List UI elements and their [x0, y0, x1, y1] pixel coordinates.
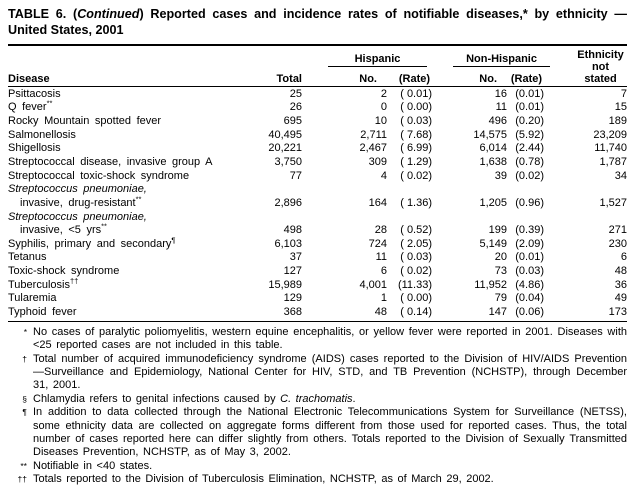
- ethnicity-not-stated-cell: 48: [614, 265, 628, 278]
- disease-name: Shigellosis: [8, 142, 61, 155]
- table-row: [8, 306, 627, 321]
- non-hispanic-no-cell: 496: [488, 114, 508, 127]
- ethnicity-not-stated-cell: 15: [614, 101, 628, 114]
- non-hispanic-rate-cell: (0.03): [515, 265, 545, 278]
- disease-name: invasive, <5 yrs: [20, 224, 102, 237]
- ethnicity-not-stated-cell: 7: [620, 87, 628, 100]
- ethnicity-not-stated-cell: 189: [608, 114, 628, 127]
- hispanic-rate-cell: ( 0.02): [400, 169, 433, 182]
- ethnicity-not-stated-cell: [556, 211, 627, 225]
- total-cell: 40,495: [268, 128, 302, 141]
- title-continued-text: Continued: [77, 7, 140, 21]
- hispanic-no-cell: 164: [368, 196, 387, 209]
- hispanic-no-cell: 2: [380, 87, 387, 100]
- title-line-2: United States, 2001: [8, 22, 124, 37]
- hispanic-rate-cell: ( 0.02): [400, 265, 433, 278]
- non-hispanic-rate-cell: (0.01): [515, 101, 545, 114]
- non-hispanic-no-cell: 79: [494, 292, 508, 305]
- table-header: [8, 49, 627, 86]
- disease-name: Tularemia: [8, 292, 57, 305]
- ethnicity-header-line-3: stated: [584, 73, 617, 86]
- disease-name: Tuberculosis: [8, 278, 70, 291]
- footnote-segment: C. trachomatis: [280, 392, 353, 405]
- non-hispanic-no-cell: [444, 183, 507, 197]
- hispanic-no-column-header: No.: [302, 67, 387, 87]
- total-cell: 20,221: [268, 142, 302, 155]
- non-hispanic-rate-cell: (0.01): [515, 251, 545, 264]
- hispanic-rate-cell: ( 1.36): [400, 196, 433, 209]
- footnote-text: [33, 393, 627, 406]
- footnote-segment: .: [352, 392, 356, 405]
- disease-name: Psittacosis: [8, 87, 61, 100]
- ethnicity-not-stated-cell: 271: [608, 224, 628, 237]
- hispanic-rate-cell: ( 0.00): [400, 292, 433, 305]
- footnote: [8, 460, 627, 473]
- ethnicity-not-stated-header: [556, 49, 627, 86]
- disease-footnote-marker: ¶: [171, 235, 176, 245]
- disease-table: [8, 49, 627, 322]
- disease-cell: [8, 183, 240, 197]
- non-hispanic-rate-cell: (4.86): [515, 278, 545, 291]
- hispanic-no-cell: 4,001: [359, 278, 387, 291]
- non-hispanic-no-cell: 5,149: [479, 237, 508, 250]
- total-cell: [240, 183, 302, 197]
- disease-cell: [8, 194, 240, 211]
- disease-name: Typhoid fever: [8, 306, 77, 319]
- disease-cell: [8, 265, 240, 279]
- total-cell: 127: [283, 265, 302, 278]
- disease-footnote-marker: **: [135, 194, 142, 204]
- ethnicity-not-stated-cell: 1,527: [599, 196, 628, 209]
- hispanic-no-cell: 309: [368, 155, 387, 168]
- non-hispanic-rate-cell: (0.20): [515, 114, 545, 127]
- title-text-rest: ) Reported cases and incidence rates of notifiable diseases,* by ethnicity —: [139, 7, 627, 21]
- hispanic-rate-cell: ( 0.03): [400, 251, 433, 264]
- non-hispanic-rate-cell: [507, 211, 556, 225]
- table-row: [8, 101, 627, 115]
- disease-name: Streptococcal disease, invasive group A: [8, 155, 213, 168]
- disease-name: invasive, drug-resistant: [20, 196, 136, 209]
- title-text: TABLE 6. (: [8, 7, 78, 21]
- hispanic-no-cell: 6: [380, 265, 387, 278]
- hispanic-rate-cell: ( 0.01): [400, 87, 433, 100]
- table-row: [8, 156, 627, 170]
- non-hispanic-no-cell: 147: [444, 306, 507, 321]
- non-hispanic-no-cell: 16: [494, 87, 508, 100]
- non-hispanic-no-cell: 73: [494, 265, 508, 278]
- hispanic-no-cell: 48: [302, 306, 387, 321]
- total-cell: 77: [289, 169, 302, 182]
- disease-name: Streptococcus pneumoniae,: [8, 183, 147, 196]
- ethnicity-not-stated-cell: 34: [614, 169, 628, 182]
- hispanic-rate-cell: [387, 211, 444, 225]
- disease-footnote-marker: **: [101, 221, 107, 231]
- disease-cell: [8, 129, 240, 143]
- ethnicity-not-stated-cell: 36: [614, 278, 628, 291]
- total-cell: 26: [289, 101, 302, 114]
- disease-cell: [8, 170, 240, 184]
- hispanic-rate-cell: ( 0.00): [400, 101, 433, 114]
- ethnicity-not-stated-cell: 173: [556, 306, 627, 321]
- table-row: [8, 170, 627, 184]
- disease-cell: [8, 142, 240, 156]
- non-hispanic-no-cell: 11: [495, 101, 508, 114]
- footnote-text: [33, 460, 627, 473]
- hispanic-no-cell: 724: [368, 237, 387, 250]
- ethnicity-not-stated-cell: 6: [620, 251, 628, 264]
- non-hispanic-no-cell: 11,952: [474, 278, 508, 291]
- footnote-text: [33, 406, 627, 460]
- non-hispanic-no-cell: 1,638: [479, 155, 508, 168]
- table-title: [8, 7, 627, 46]
- footnote-segment: Chlamydia refers to genital infections caused by: [33, 392, 281, 405]
- total-cell: 3,750: [274, 155, 302, 168]
- total-cell: 129: [283, 292, 302, 305]
- footnote-text: [33, 353, 627, 393]
- hispanic-group-header: [302, 49, 444, 67]
- non-hispanic-rate-column-header: (Rate): [507, 67, 556, 87]
- total-cell: 695: [283, 114, 302, 127]
- hispanic-rate-cell: [387, 183, 444, 197]
- hispanic-rate-cell: ( 0.03): [400, 114, 433, 127]
- disease-cell: [8, 221, 240, 238]
- total-cell: 15,989: [268, 278, 302, 291]
- non-hispanic-no-column-header: No.: [444, 67, 507, 87]
- disease-name: Streptococcal toxic-shock syndrome: [8, 169, 190, 182]
- title-line-1: [8, 7, 627, 23]
- table-row: [8, 224, 627, 238]
- footnote-segment: Notifiable in <40 states.: [33, 459, 153, 472]
- disease-cell: [8, 115, 240, 129]
- ethnicity-not-stated-cell: 1,787: [599, 155, 628, 168]
- ethnicity-header-line-2: not: [591, 61, 610, 74]
- hispanic-no-cell: 10: [374, 114, 387, 127]
- disease-cell: [8, 251, 240, 265]
- hispanic-rate-cell: ( 6.99): [400, 142, 433, 155]
- non-hispanic-rate-cell: (0.96): [515, 196, 545, 209]
- table-row: [8, 183, 627, 197]
- hispanic-rate-cell: ( 1.29): [400, 155, 433, 168]
- table-row: [8, 142, 627, 156]
- hispanic-no-cell: 28: [374, 224, 387, 237]
- table-row: [8, 115, 627, 129]
- footnote-marker: ¶: [22, 407, 27, 418]
- header-spacer: [8, 49, 302, 67]
- footnote-segment: Totals reported to the Division of Tuberculosis Elimination, NCHSTP, as of March 29, 2002.: [33, 473, 494, 486]
- total-cell: [240, 211, 302, 225]
- footnote-segment: In addition to data collected through the National Electronic Telecommunications System for Surveillance (NETSS), some ethnicity data are collected on aggregate forms different from those used for reported cases. Thus, the total number of cases reported here can differ slightly from others. Totals reported to the Division of Sexually Transmitted Diseases Prevention, NCHSTP, as of May 3, 2002.: [33, 406, 627, 459]
- table-row: [8, 279, 627, 293]
- hispanic-no-cell: 2,467: [359, 142, 387, 155]
- disease-name: Tetanus: [8, 251, 47, 264]
- non-hispanic-no-cell: 1,205: [479, 196, 508, 209]
- disease-footnote-marker: **: [46, 98, 53, 108]
- non-hispanic-rate-cell: (0.04): [515, 292, 545, 305]
- non-hispanic-no-cell: [444, 211, 507, 225]
- footnote-text: [33, 326, 627, 353]
- disease-footnote-marker: ††: [69, 276, 79, 286]
- non-hispanic-rate-cell: (0.39): [515, 224, 545, 237]
- footnote: [8, 406, 627, 460]
- total-column-header: Total: [240, 67, 302, 87]
- hispanic-no-cell: [302, 211, 387, 225]
- disease-cell: [8, 292, 240, 306]
- footnotes: [8, 326, 627, 487]
- footnote-marker: ††: [17, 474, 27, 485]
- disease-cell: [8, 98, 240, 115]
- footnote-text: [33, 473, 627, 486]
- footnote: [8, 326, 627, 353]
- footnote-marker: †: [22, 353, 27, 364]
- table-row: [8, 265, 627, 279]
- non-hispanic-no-cell: 6,014: [479, 142, 508, 155]
- table-row: [8, 197, 627, 211]
- hispanic-no-cell: 2,711: [360, 128, 387, 141]
- hispanic-no-cell: [302, 183, 387, 197]
- hispanic-no-cell: 11: [375, 251, 387, 264]
- footnote: [8, 393, 627, 406]
- disease-cell: [8, 306, 240, 321]
- table-row: [8, 129, 627, 143]
- footnote-marker: §: [22, 393, 27, 404]
- hispanic-no-cell: 4: [380, 169, 387, 182]
- non-hispanic-rate-cell: [507, 183, 556, 197]
- hispanic-rate-cell: ( 0.52): [400, 224, 433, 237]
- ethnicity-not-stated-cell: 11,740: [594, 142, 628, 155]
- non-hispanic-rate-cell: (0.06): [507, 306, 556, 321]
- footnote-segment: Total number of acquired immunodeficiency syndrome (AIDS) cases reported to the Division of HIV/AIDS Prevention—Surveillance and Epidemiology, National Center for HIV, STD, and TB Prevention (NCHSTP), through December 31, 2001.: [33, 352, 627, 392]
- non-hispanic-no-cell: 199: [488, 224, 508, 237]
- footnote-segment: No cases of paralytic poliomyelitis, western equine encephalitis, or yellow fever were reported in 2001. Diseases with <25 reported cases are not included in this table.: [33, 325, 627, 352]
- ethnicity-not-stated-cell: [556, 183, 627, 197]
- non-hispanic-no-cell: 39: [494, 169, 508, 182]
- table-row: [8, 86, 627, 101]
- disease-name: Q fever: [8, 101, 47, 114]
- group-header-row: [8, 49, 627, 67]
- disease-cell: [8, 86, 240, 101]
- table-row: [8, 292, 627, 306]
- non-hispanic-group-header: [444, 49, 556, 67]
- ethnicity-not-stated-cell: 230: [608, 237, 628, 250]
- hispanic-no-cell: 0: [380, 101, 387, 114]
- column-header-row: [8, 67, 627, 87]
- hispanic-rate-cell: ( 7.68): [400, 128, 433, 141]
- disease-name: Toxic-shock syndrome: [8, 265, 120, 278]
- non-hispanic-rate-cell: (0.02): [515, 169, 545, 182]
- ethnicity-header-line-1: Ethnicity: [577, 49, 624, 61]
- non-hispanic-no-cell: 14,575: [473, 128, 508, 141]
- ethnicity-not-stated-cell: 49: [614, 292, 628, 305]
- disease-name: Rocky Mountain spotted fever: [8, 114, 162, 127]
- disease-cell: [8, 276, 240, 293]
- total-cell: 37: [289, 251, 302, 264]
- hispanic-rate-cell: (11.33): [397, 278, 433, 291]
- non-hispanic-no-cell: 20: [494, 251, 508, 264]
- hispanic-rate-column-header: (Rate): [387, 67, 444, 87]
- hispanic-rate-cell: ( 2.05): [400, 237, 433, 250]
- total-cell: 25: [289, 87, 302, 100]
- footnote-marker: **: [20, 460, 27, 471]
- total-cell: 2,896: [274, 196, 302, 209]
- total-cell: 498: [283, 224, 302, 237]
- hispanic-no-cell: 1: [380, 292, 387, 305]
- non-hispanic-rate-cell: (0.78): [515, 155, 545, 168]
- disease-cell: [8, 235, 240, 252]
- table-body: [8, 86, 627, 321]
- table-row: [8, 251, 627, 265]
- footnote: [8, 353, 627, 393]
- disease-cell: [8, 211, 240, 225]
- non-hispanic-group-label: Non-Hispanic: [466, 52, 537, 65]
- footnote: [8, 473, 627, 486]
- disease-name: Syphilis, primary and secondary: [8, 237, 172, 250]
- disease-name: Streptococcus pneumoniae,: [8, 210, 147, 223]
- disease-column-header: Disease: [8, 67, 240, 87]
- non-hispanic-rate-cell: (2.09): [515, 237, 545, 250]
- total-cell: 6,103: [274, 237, 302, 250]
- footnote-marker: *: [23, 326, 27, 337]
- hispanic-rate-cell: ( 0.14): [387, 306, 444, 321]
- table-row: [8, 238, 627, 252]
- disease-cell: [8, 156, 240, 170]
- total-cell: 368: [240, 306, 302, 321]
- non-hispanic-rate-cell: (5.92): [515, 128, 545, 141]
- disease-name: Salmonellosis: [8, 128, 76, 141]
- non-hispanic-rate-cell: (2.44): [515, 142, 545, 155]
- non-hispanic-rate-cell: (0.01): [515, 87, 545, 100]
- hispanic-group-label: Hispanic: [354, 52, 401, 65]
- ethnicity-not-stated-cell: 23,209: [593, 128, 628, 141]
